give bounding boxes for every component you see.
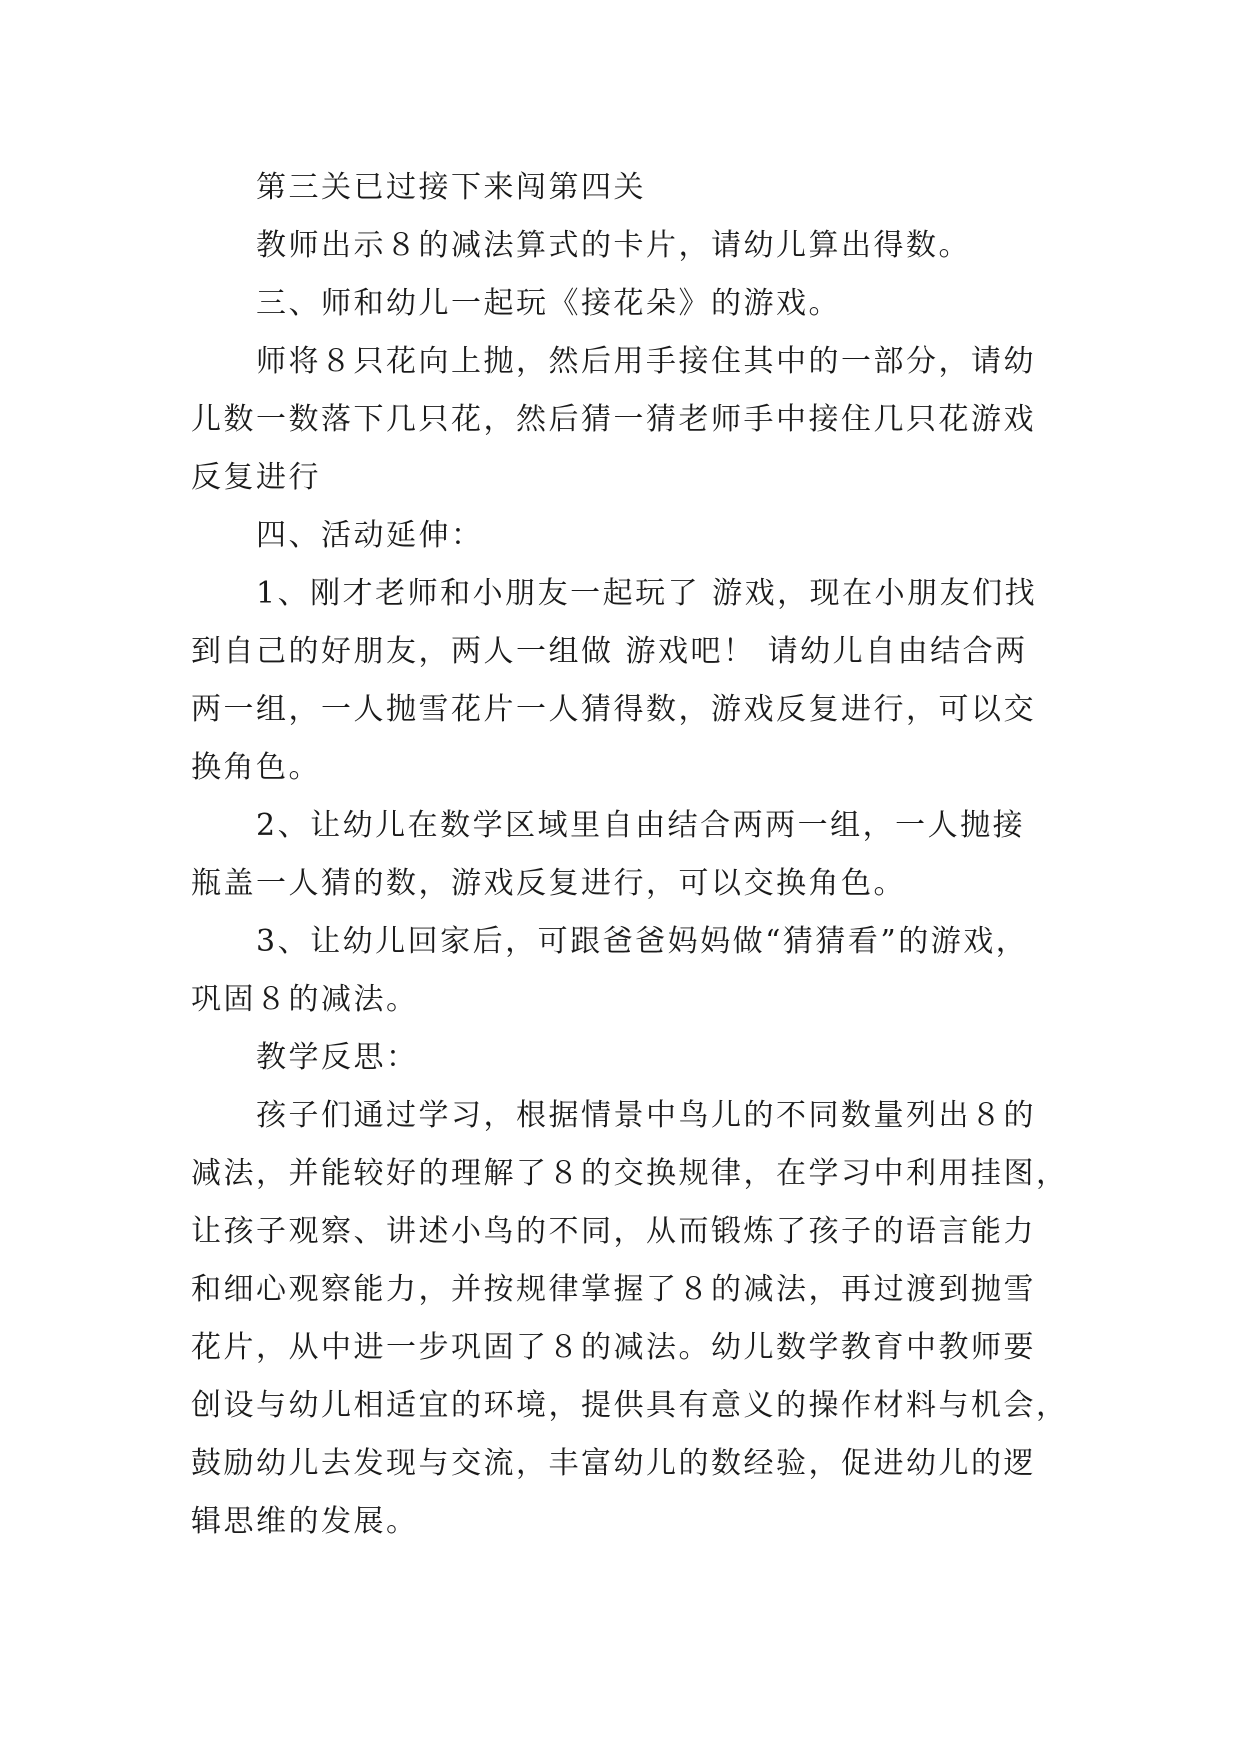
paragraph-line: 孩子们通过学习，根据情景中鸟儿的不同数量列出８的 [256, 1098, 1036, 1133]
paragraph-subtraction-cards [191, 217, 1051, 275]
paragraph-line: 和细心观察能力，并按规律掌握了８的减法，再过渡到抛雪 [191, 1272, 1036, 1307]
paragraph-reflection-body [191, 1087, 1069, 1551]
paragraph-line: 到自己的好朋友，两人一组做 游戏吧！ 请幼儿自由结合两 [191, 634, 1028, 669]
paragraph-line: 瓶盖一人猜的数，游戏反复进行，可以交换角色。 [191, 866, 906, 901]
paragraph-line: 三、师和幼儿一起玩《接花朵》的游戏。 [256, 286, 841, 321]
paragraph-line: 儿数一数落下几只花，然后猜一猜老师手中接住几只花游戏 [191, 402, 1036, 437]
paragraph-line: 师将８只花向上抛，然后用手接住其中的一部分，请幼 [256, 344, 1036, 379]
heading-teaching-reflection [191, 1029, 1051, 1087]
paragraph-line: 换角色。 [191, 750, 321, 785]
paragraph-line: 3、让幼儿回家后，可跟爸爸妈妈做“猜猜看”的游戏， [256, 924, 1029, 959]
paragraph-line: 让孩子观察、讲述小鸟的不同，从而锻炼了孩子的语言能力 [191, 1214, 1036, 1249]
list-item-extension-2 [191, 797, 1051, 913]
paragraph-line: 辑思维的发展。 [191, 1504, 419, 1539]
paragraph-line: 四、活动延伸： [256, 518, 484, 553]
paragraph-line: 创设与幼儿相适宜的环境，提供具有意义的操作材料与机会， [191, 1388, 1069, 1423]
paragraph-flower-game [191, 333, 1051, 507]
paragraph-line: 鼓励幼儿去发现与交流，丰富幼儿的数经验，促进幼儿的逻 [191, 1446, 1036, 1481]
heading-section-three [191, 275, 1051, 333]
paragraph-line: 第三关已过接下来闯第四关 [256, 170, 646, 205]
paragraph-line: 反复进行 [191, 460, 321, 495]
list-item-extension-3 [191, 913, 1051, 1029]
list-item-extension-1 [191, 565, 1051, 797]
paragraph-line: 2、让幼儿在数学区域里自由结合两两一组，一人抛接 [256, 808, 1026, 843]
paragraph-line: 巩固８的减法。 [191, 982, 419, 1017]
heading-section-four [191, 507, 1051, 565]
document-body [191, 159, 1069, 1551]
paragraph-line: 教师出示８的减法算式的卡片，请幼儿算出得数。 [256, 228, 971, 263]
paragraph-line: 两一组，一人抛雪花片一人猜得数，游戏反复进行，可以交 [191, 692, 1036, 727]
paragraph-line: 减法，并能较好的理解了８的交换规律，在学习中利用挂图， [191, 1156, 1069, 1191]
paragraph-line: 教学反思： [256, 1040, 419, 1075]
paragraph-stage-four-intro [191, 159, 1051, 217]
paragraph-line: 1、刚才老师和小朋友一起玩了 游戏，现在小朋友们找 [256, 576, 1038, 611]
paragraph-line: 花片，从中进一步巩固了８的减法。幼儿数学教育中教师要 [191, 1330, 1036, 1365]
